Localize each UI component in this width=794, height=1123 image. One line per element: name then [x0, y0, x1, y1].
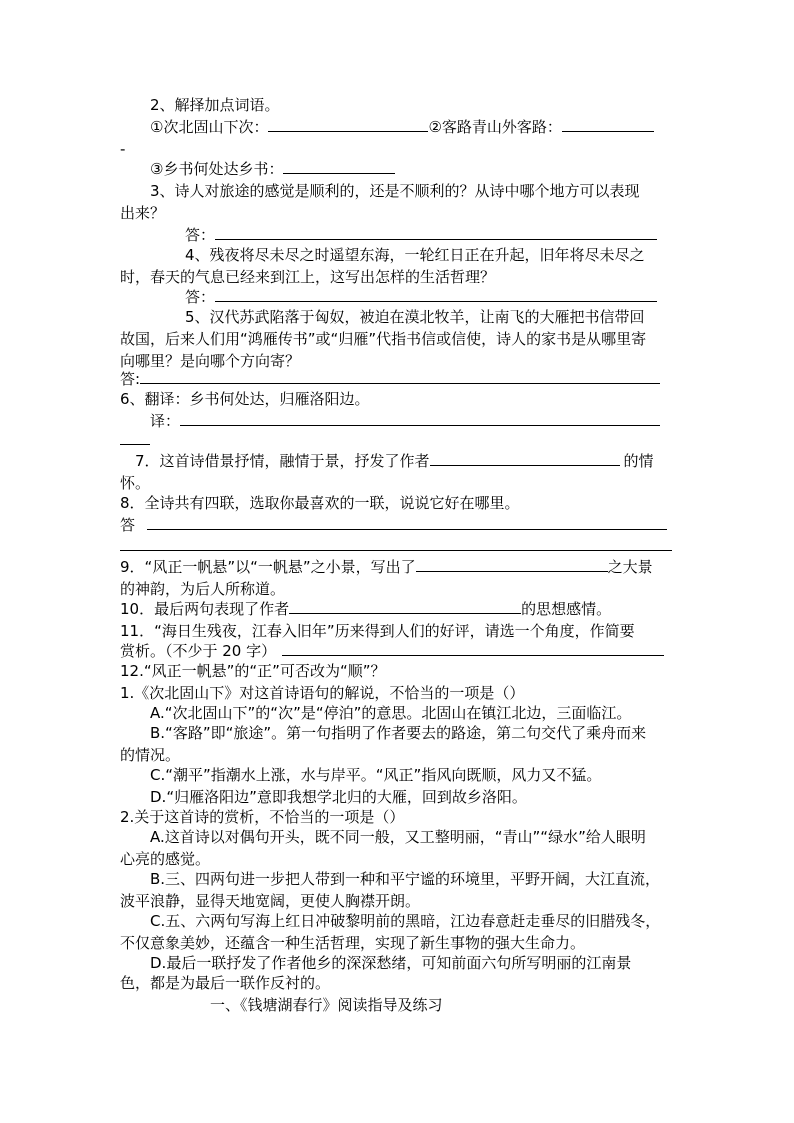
answer-line	[120, 444, 150, 445]
question-3-line-2: 出来？	[120, 204, 166, 222]
mc-1-option-d: D.“归雁洛阳边”意即我想学北归的大雁，回到故乡洛阳。	[150, 788, 527, 806]
mc-question-1: 1.《次北固山下》对这首诗语句的解说，不恰当的一项是（）	[120, 684, 525, 702]
question-3-answer: 答：	[185, 224, 741, 246]
question-11-line-2: 赏析。（不少于 20 字）	[120, 640, 676, 662]
question-4-line-1: 4、残夜将尽未尽之时遥望东海，一轮红日正在升起，旧年将尽未尽之	[185, 246, 645, 264]
question-3-line-1: 3、诗人对旅途的感觉是顺利的，还是不顺利的？从诗中哪个地方可以表现	[150, 182, 640, 200]
question-5-answer: 答:	[120, 368, 676, 390]
answer-line	[120, 550, 672, 551]
question-2-dash: -	[120, 140, 126, 158]
question-7-line-1: 7．这首诗借景抒情，融情于景，抒发了作者 的情	[135, 452, 654, 470]
question-6-translation: 译：	[150, 410, 706, 432]
question-8: 8．全诗共有四联，选取你最喜欢的一联，说说它好在哪里。	[120, 494, 520, 512]
question-5-line-3: 向哪里？是向哪个方向寄？	[120, 352, 301, 370]
question-11-line-1: 11．“海日生残夜，江春入旧年”历来得到人们的好评，请选一个角度，作简要	[120, 622, 635, 640]
mc-2-option-b-line-1: B.三、四两句进一步把人带到一种和平宁谧的环境里，平野开阔，大江直流，	[150, 870, 661, 888]
mc-2-option-a-line-1: A.这首诗以对偶句开头，既不同一般，又工整明丽，“青山”“绿水”给人眼明	[150, 828, 646, 846]
question-5-line-2: 故国，后来人们用“鸿雁传书”或“归雁”代指书信或信使，诗人的家书是从哪里寄	[120, 330, 647, 348]
question-2-line-c: ③乡书何处达乡书：	[150, 158, 706, 180]
mc-2-option-b-line-2: 波平浪静，显得天地宽阔，更使人胸襟开朗。	[120, 892, 421, 910]
mc-2-option-c-line-2: 不仅意象美妙，还蕴含一种生活哲理，实现了新生事物的强大生命力。	[120, 934, 586, 952]
question-2-line-a: ①次北固山下次： ②客路青山外客路：	[150, 116, 706, 138]
mc-2-option-d-line-2: 色，都是为最后一联作反衬的。	[120, 974, 331, 992]
question-8-answer: 答	[120, 514, 676, 536]
mc-1-option-a: A.“次北固山下”的“次”是“停泊”的意思。北固山在镇江北边，三面临江。	[150, 704, 632, 722]
question-12: 12.“风正一帆悬”的“正”可否改为“顺”？	[120, 662, 386, 680]
mc-1-option-c: C.“潮平”指潮水上涨，水与岸平。“风正”指风向既顺，风力又不猛。	[150, 766, 602, 784]
section-heading: 一、《钱塘湖春行》阅读指导及练习	[210, 996, 443, 1014]
question-7-line-2: 怀。	[120, 474, 151, 492]
question-2-title: 2、解择加点词语。	[150, 96, 280, 114]
question-9-line-2: 的神韵，为后人所称道。	[120, 580, 286, 598]
mc-1-option-b-line-1: B.“客路”即“旅途”。第一句指明了作者要去的路途，第二句交代了乘舟而来	[150, 724, 647, 742]
question-9-line-1: 9．“风正一帆悬”以“一帆悬”之小景，写出了 之大景	[120, 558, 653, 576]
question-4-line-2: 时，春天的气息已经来到江上，这写出怎样的生活哲理？	[120, 268, 496, 286]
mc-1-option-b-line-2: 的情况。	[120, 746, 181, 764]
question-6: 6、翻译：乡书何处达，归雁洛阳边。	[120, 390, 370, 408]
mc-question-2: 2.关于这首诗的赏析，不恰当的一项是（）	[120, 808, 405, 826]
question-10: 10．最后两句表现了作者 的思想感情。	[120, 600, 612, 618]
mc-2-option-a-line-2: 心亮的感觉。	[120, 850, 211, 868]
question-4-answer: 答：	[185, 286, 741, 308]
mc-2-option-d-line-1: D.最后一联抒发了作者他乡的深深愁绪，可知前面六句所写明丽的江南景	[150, 954, 632, 972]
question-5-line-1: 5、汉代苏武陷落于匈奴，被迫在漠北牧羊，让南飞的大雁把书信带回	[185, 308, 645, 326]
mc-2-option-c-line-1: C.五、六两句写海上红日冲破黎明前的黑暗，江边春意赶走垂尽的旧腊残冬，	[150, 912, 661, 930]
